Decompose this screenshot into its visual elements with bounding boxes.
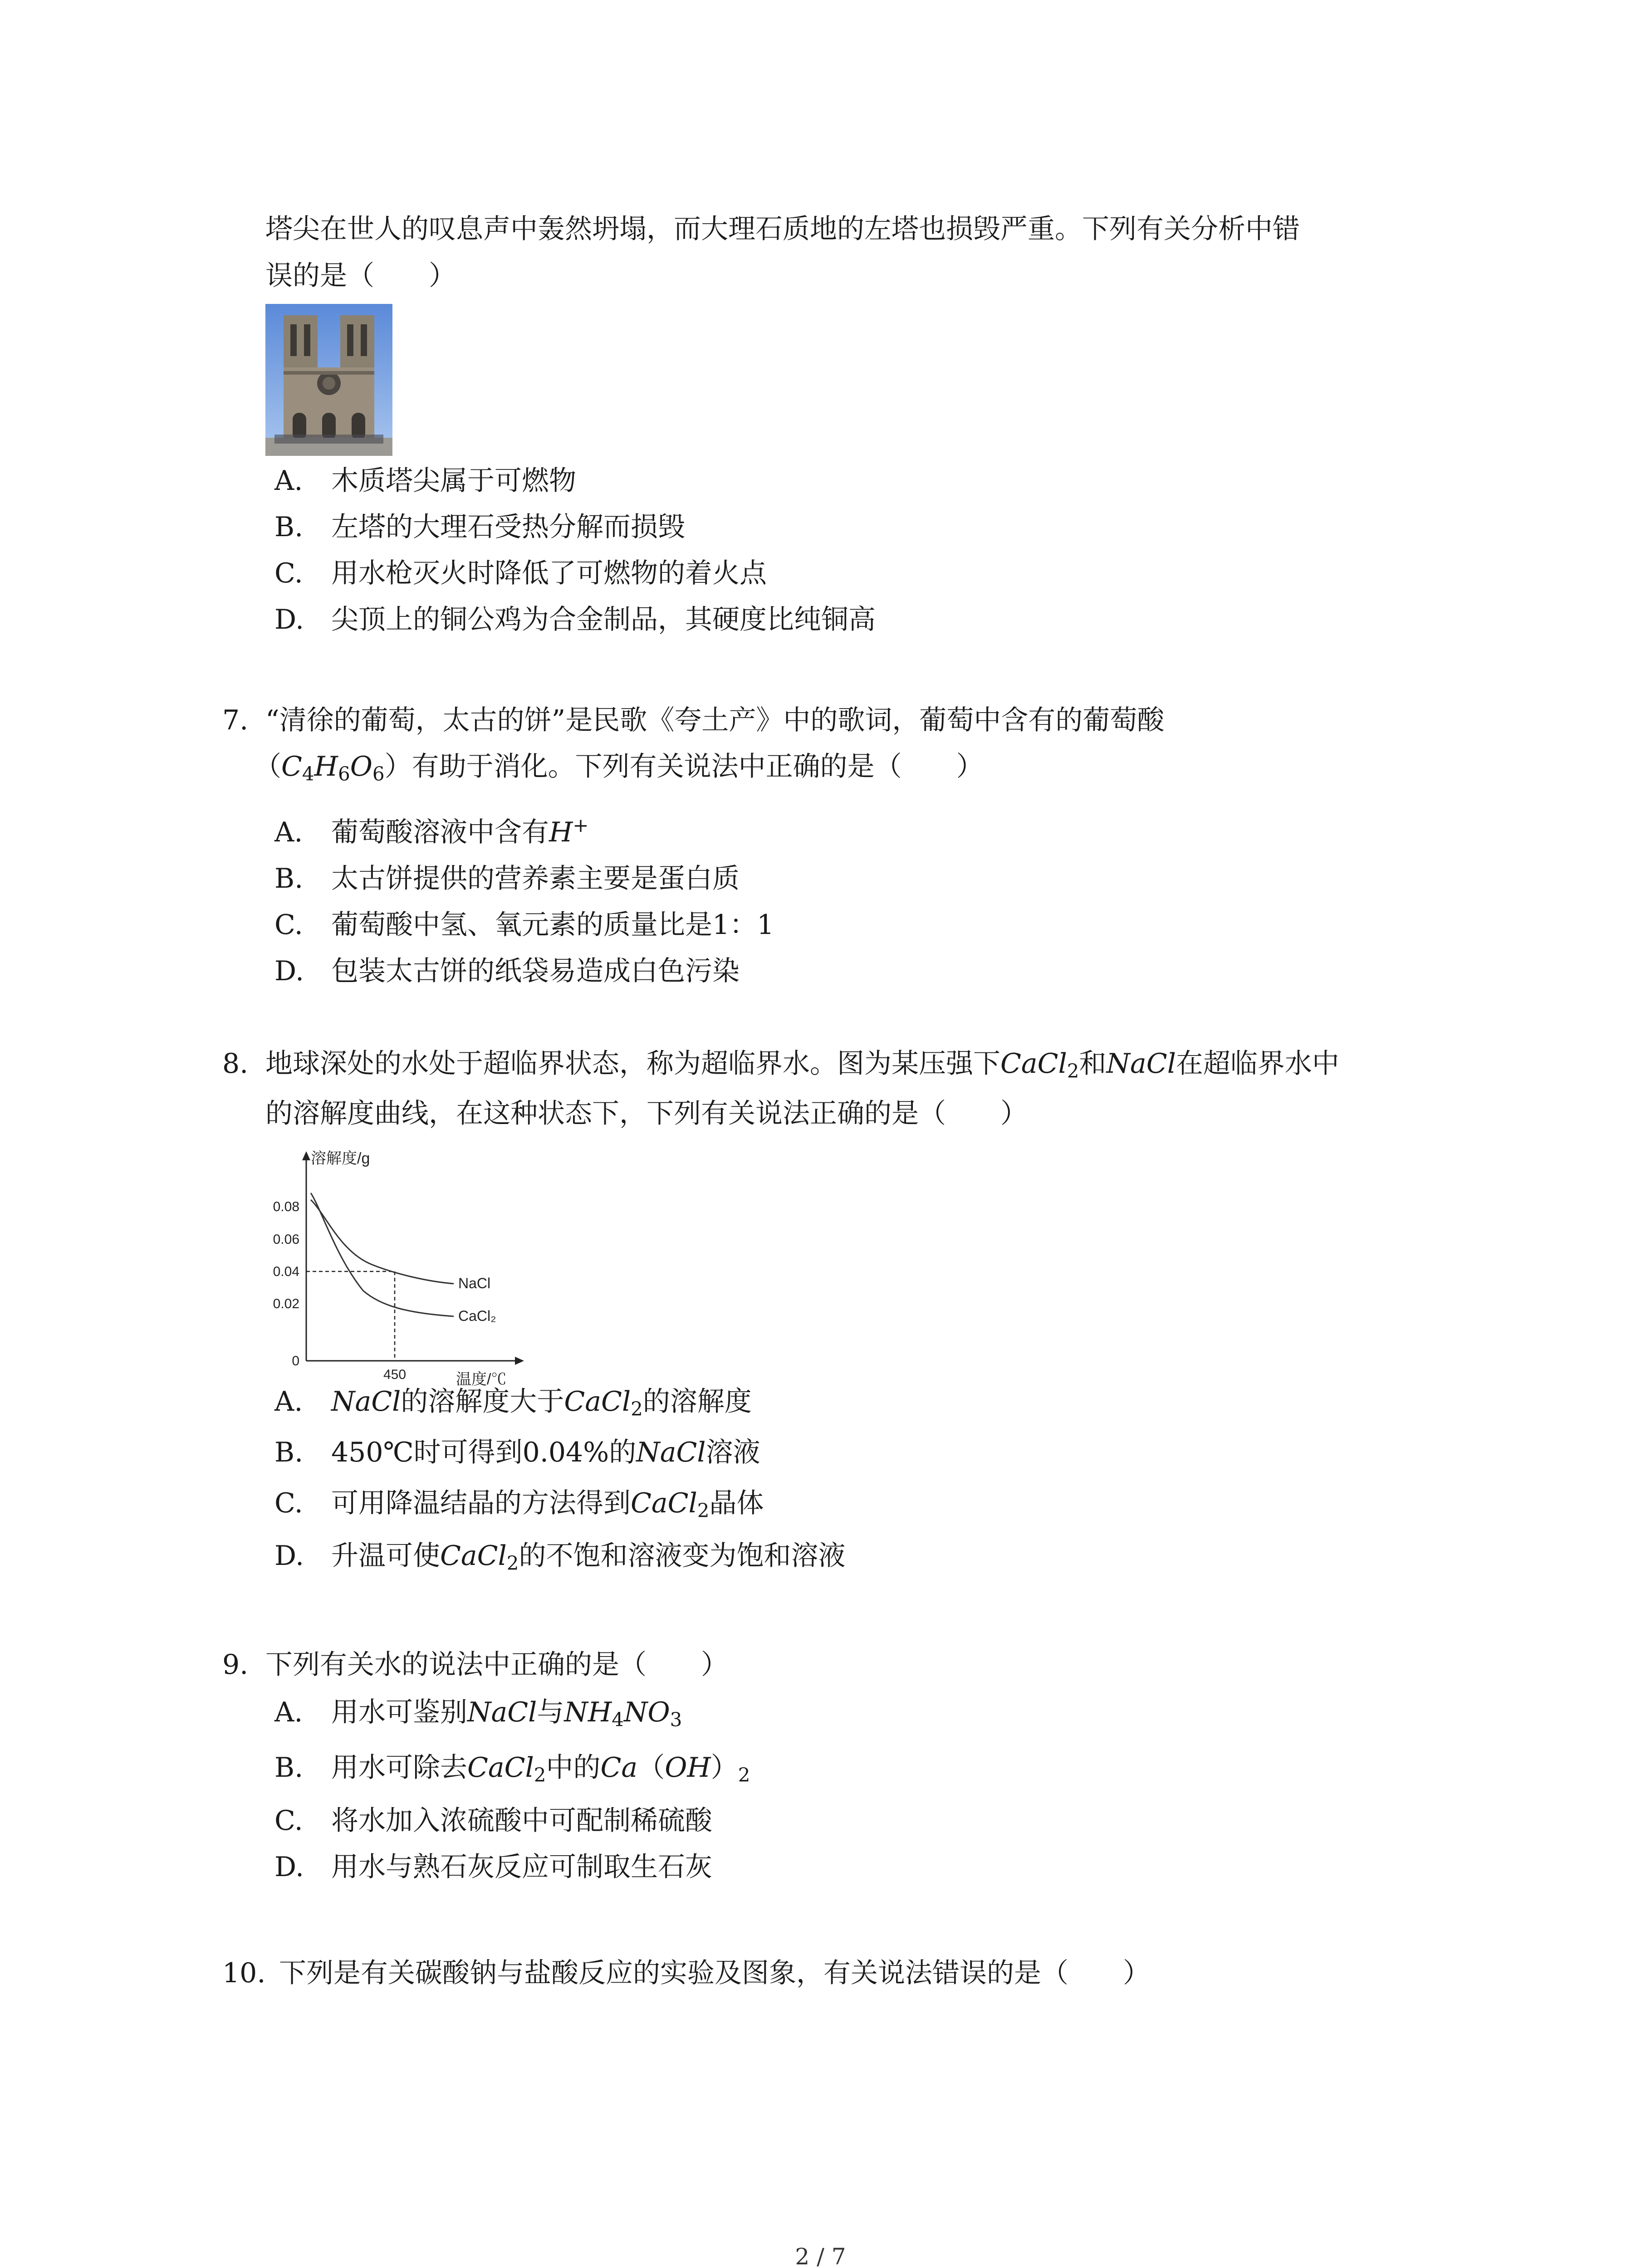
q7-option-b[interactable]: B. 太古饼提供的营养素主要是蛋白质 xyxy=(274,863,740,894)
q6-option-a[interactable]: A. 木质塔尖属于可燃物 xyxy=(274,465,576,497)
legend-cacl2: CaCl₂ xyxy=(458,1308,496,1324)
y-tick-label: 0.04 xyxy=(273,1264,299,1279)
x-axis-label: 温度/℃ xyxy=(456,1371,507,1388)
q6-option-b[interactable]: B. 左塔的大理石受热分解而损毁 xyxy=(274,511,685,543)
y-tick-label: 0.06 xyxy=(273,1232,299,1247)
q6-stem-line2: 误的是（ ） xyxy=(265,260,456,292)
q7-option-d[interactable]: D. 包装太古饼的纸袋易造成白色污染 xyxy=(274,955,740,987)
q9-option-c[interactable]: C. 将水加入浓硫酸中可配制稀硫酸 xyxy=(274,1805,712,1837)
notre-dame-photo xyxy=(265,304,392,456)
q8-stem-line1: 地球深处的水处于超临界状态，称为超临界水。图为某压强下CaCl$_2$和NaCl在超临界水中 xyxy=(265,1048,1339,1082)
y-axis-arrow xyxy=(302,1151,310,1160)
page-number: 2 / 7 xyxy=(795,2244,846,2268)
q8-option-d[interactable]: D. 升温可使CaCl$_2$的不饱和溶液变为饱和溶液 xyxy=(274,1540,846,1574)
x-tick-label: 450 xyxy=(383,1367,407,1382)
x-axis-arrow xyxy=(515,1357,524,1365)
q8-number: 8. xyxy=(222,1048,249,1080)
y-tick-label: 0.08 xyxy=(273,1199,299,1214)
q7-option-c[interactable]: C. 葡萄酸中氢、氧元素的质量比是1：1 xyxy=(274,909,774,941)
q9-stem: 下列有关水的说法中正确的是（ ） xyxy=(265,1649,728,1681)
q8-option-b[interactable]: B. 450℃时可得到0.04%的NaCl溶液 xyxy=(274,1437,760,1468)
y-axis-label: 溶解度/g xyxy=(311,1150,370,1167)
q7-stem-line1: “清徐的葡萄，太古的饼”是民歌《夸土产》中的歌词，葡萄中含有的葡萄酸 xyxy=(265,704,1165,736)
q9-number: 9. xyxy=(222,1649,249,1681)
q8-option-c[interactable]: C. 可用降温结晶的方法得到CaCl$_2$晶体 xyxy=(274,1487,764,1522)
y-tick-label: 0.02 xyxy=(273,1296,299,1311)
y-tick-label: 0 xyxy=(292,1354,299,1369)
q9-option-d[interactable]: D. 用水与熟石灰反应可制取生石灰 xyxy=(274,1851,712,1883)
q8-stem-line2: 的溶解度曲线，在这种状态下，下列有关说法正确的是（ ） xyxy=(265,1098,1028,1129)
q8-option-a[interactable]: A. NaCl的溶解度大于CaCl$_2$的溶解度 xyxy=(274,1386,752,1420)
q10-number: 10. xyxy=(222,1957,266,1989)
q7-option-a[interactable]: A. 葡萄酸溶液中含有H+ xyxy=(274,814,589,848)
solubility-chart xyxy=(263,1143,544,1388)
legend-nacl: NaCl xyxy=(458,1275,491,1291)
q6-option-d[interactable]: D. 尖顶上的铜公鸡为合金制品，其硬度比纯铜高 xyxy=(274,604,876,635)
q6-option-c[interactable]: C. 用水枪灭火时降低了可燃物的着火点 xyxy=(274,557,767,589)
q9-option-b[interactable]: B. 用水可除去CaCl$_2$中的$Ca(OH)_2$ xyxy=(274,1752,750,1786)
q9-option-a[interactable]: A. 用水可鉴别NaCl与$NH_4NO_3$ xyxy=(274,1696,682,1731)
q10-stem: 下列是有关碳酸钠与盐酸反应的实验及图象，有关说法错误的是（ ） xyxy=(279,1957,1150,1989)
series-cacl2-line xyxy=(311,1193,454,1316)
q6-stem-line1: 塔尖在世人的叹息声中轰然坍塌，而大理石质地的左塔也损毁严重。下列有关分析中错 xyxy=(265,213,1300,245)
q7-stem-line2: $(C_4H_6O_6)$有助于消化。下列有关说法中正确的是（ ） xyxy=(254,751,984,785)
q7-number: 7. xyxy=(222,704,249,736)
